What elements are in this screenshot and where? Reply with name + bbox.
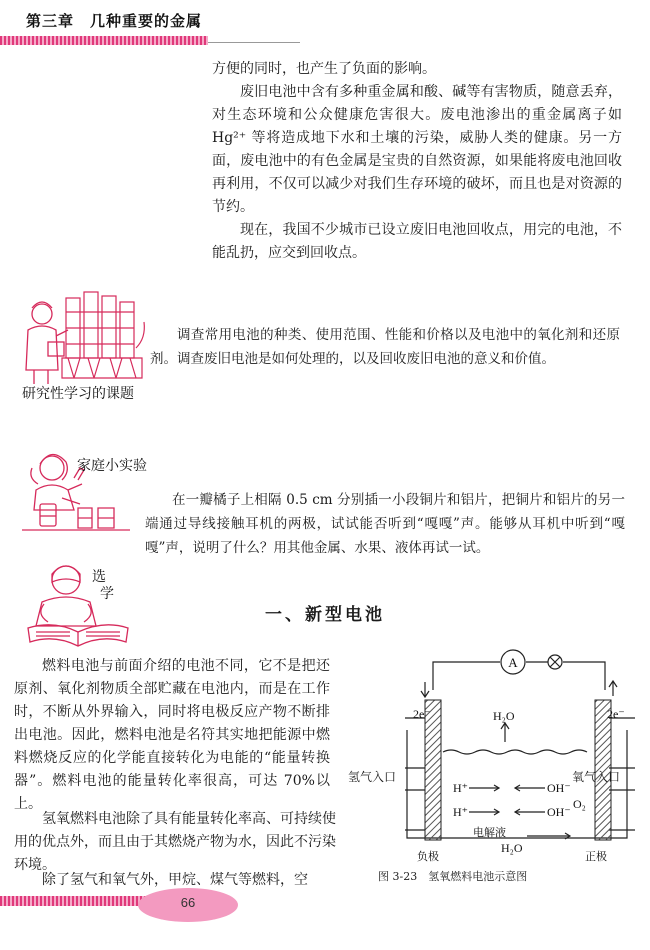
footer-decorative-bar — [0, 896, 160, 906]
water-top: H₂O — [493, 709, 515, 723]
ammeter-label: A — [508, 655, 518, 670]
section-paragraph-3: 除了氢气和氧气外，甲烷、煤气等燃料，空 — [42, 872, 308, 888]
research-illustration — [18, 288, 158, 388]
h-ion-1: H⁺ — [453, 781, 468, 795]
section-paragraph-2: 氢氧燃料电池除了具有能量转化率高、可持续使用的优点外，而且由于其燃烧产物为水，因此不污染环境。 — [14, 811, 336, 873]
negative-electrode-label: 负极 — [417, 851, 439, 863]
fuel-cell-diagram — [395, 640, 640, 865]
section-paragraph-1: 燃料电池与前面介绍的电池不同，它不是把还原剂、氧化剂物质全部贮藏在电池内，而是在工作时，不断从外界输入，同时将电极反应产物不断排出电池。因此，燃料电池是名符其实地把能源中燃料燃烧反应的化学能直接转化为电能的“能量转换器”。燃料电池的能量转化率很高，可达 70%以上。 — [14, 658, 330, 812]
research-topic-text: 调查常用电池的种类、使用范围、性能和价格以及电池中的氧化剂和还原剂。调查废旧电池是如何处理的，以及回收废旧电池的意义和价值。 — [150, 327, 620, 367]
home-experiment-label: 家庭小实验 — [77, 458, 147, 474]
hydrogen-inlet-label: 氢气入口 — [348, 770, 397, 784]
figure-caption: 图 3-23 氢氧燃料电池示意图 — [378, 870, 528, 883]
body-paragraph-3: 现在，我国不少城市已设立废旧电池回收点，用完的电池，不能乱扔，应交到回收点。 — [212, 222, 622, 261]
electrolyte-label: 电解液 — [473, 827, 506, 839]
positive-electrode-label: 正极 — [585, 851, 607, 863]
h-ion-2: H⁺ — [453, 805, 468, 819]
header-rule — [208, 42, 300, 43]
home-experiment-text: 在一瓣橘子上相隔 0.5 cm 分别插一小段铜片和铝片，把铜片和铝片的另一端通过导线接触耳机的两极，试试能否听到“嘎嘎”声。能够从耳机中听到“嘎嘎”声，说明了什么？用其他金属、水果、液体再试一试。 — [145, 492, 625, 556]
section-title: 一、新型电池 — [265, 605, 385, 625]
water-bottom: H₂O — [501, 841, 523, 855]
oh-ion-1: OH⁻ — [547, 781, 571, 795]
body-paragraph-2: 废旧电池中含有多种重金属和酸、碱等有害物质，随意丢弃，对生态环境和公众健康危害很大。废电池渗出的重金属离子如 Hg²⁺ 等将造成地下水和土壤的污染，威胁人类的健康。另一方面，废电池中的有色金属是宝贵的自然资源，如果能将废电池回收再利用，不仅可以减少对我们生存环境的破坏，而且也是对资源的节约。 — [212, 84, 622, 215]
header-decorative-bar — [0, 36, 208, 45]
oxygen-inlet-label: 氧气入口 — [572, 770, 621, 784]
electron-right: 2e⁻ — [607, 707, 625, 721]
o2-label: O₂ — [573, 797, 586, 811]
oh-ion-2: OH⁻ — [547, 805, 571, 819]
research-topic-label: 研究性学习的课题 — [22, 386, 134, 402]
chapter-header: 第三章 几种重要的金属 — [26, 12, 203, 30]
optional-study-label-bottom: 学 — [100, 586, 114, 602]
body-paragraph-1: 方便的同时，也产生了负面的影响。 — [212, 61, 436, 77]
optional-study-label-top: 选 — [92, 569, 106, 585]
page-number: 66 — [180, 895, 196, 910]
electron-left: 2e⁻ — [413, 707, 431, 721]
